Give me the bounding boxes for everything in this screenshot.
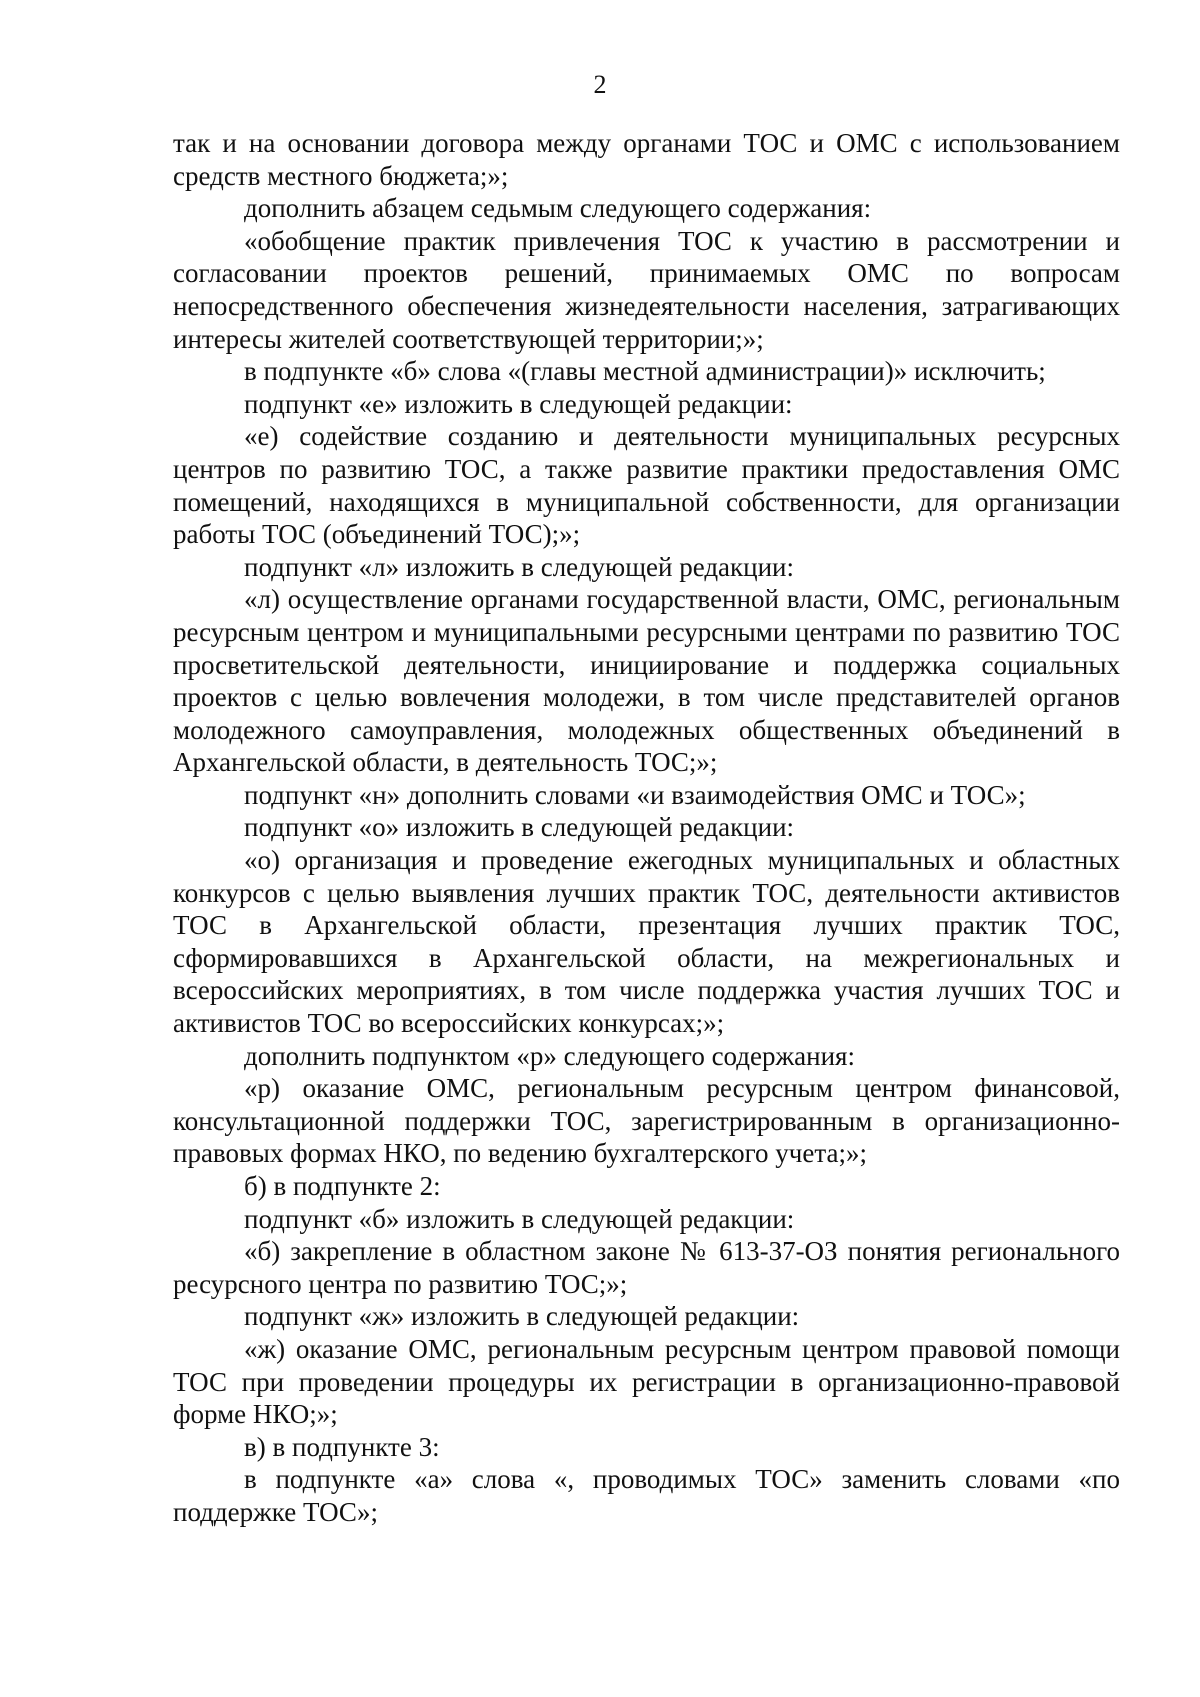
paragraph: подпункт «л» изложить в следующей редакции: [244,551,795,582]
paragraph: подпункт «н» дополнить словами «и взаимодействия ОМС и ТОС»; [244,779,1026,810]
paragraph: б) в подпункте 2: [244,1171,441,1201]
paragraph: дополнить подпунктом «р» следующего содержания: [244,1040,855,1071]
document-body [173,127,1120,1529]
paragraph: «обобщение практик привлечения ТОС к участию в рассмотрении и согласовании проектов решений, принимаемых ОМС по вопросам непосредственного обеспечения жизнедеятельности населения, затрагивающих интересы жителей соответствующей территории;»; [173,225,1120,354]
paragraph: «е) содействие созданию и деятельности муниципальных ресурсных центров по развитию ТОС, а также развитие практики предоставления ОМС помещений, находящихся в муниципальной собственности, для организации работы ТОС (объединений ТОС);»; [173,421,1120,550]
page-number: 2 [593,70,607,99]
paragraph: в подпункте «а» слова «, проводимых ТОС» заменить словами «по поддержке ТОС»; [173,1464,1120,1527]
paragraph: так и на основании договора между органами ТОС и ОМС с использованием средств местного бюджета;»; [173,128,1120,191]
paragraph: «р) оказание ОМС, региональным ресурсным центром финансовой, консультационной поддержки ТОС, зарегистрированным в организационно-правовых формах НКО, по ведению бухгалтерского учета;»; [173,1073,1120,1169]
paragraph: в) в подпункте 3: [244,1431,440,1462]
paragraph: «л) осуществление органами государственной власти, ОМС, региональным ресурсным центром и муниципальными ресурсными центрами по развитию ТОС просветительской деятельности, инициирование и поддержка социальных проектов с целью вовлечения молодежи, в том числе представителей органов молодежного самоуправления, молодежных общественных объединений в Архангельской области, в деятельность ТОС;»; [173,584,1120,778]
paragraph: подпункт «о» изложить в следующей редакции: [244,812,795,843]
paragraph: подпункт «б» изложить в следующей редакции: [244,1203,795,1234]
paragraph: подпункт «е» изложить в следующей редакции: [244,388,793,419]
paragraph: «ж) оказание ОМС, региональным ресурсным центром правовой помощи ТОС при проведении процедуры их регистрации в организационно-правовой форме НКО;»; [173,1333,1120,1430]
paragraph: дополнить абзацем седьмым следующего содержания: [244,193,872,224]
paragraph: подпункт «ж» изложить в следующей редакции: [244,1301,800,1332]
paragraph: «о) организация и проведение ежегодных муниципальных и областных конкурсов с целью выявления лучших практик ТОС, деятельности активистов ТОС в Архангельской области, презентация лучших практик ТОС, сформировавшихся в Архангельской области, на межрегиональных и всероссийских мероприятиях, в том числе поддержка участия лучших ТОС и активистов ТОС во всероссийских конкурсах;»; [173,845,1120,1039]
paragraph: в подпункте «б» слова «(главы местной администрации)» исключить; [244,356,1046,387]
paragraph: «б) закрепление в областном законе № 613-37-ОЗ понятия регионального ресурсного центра по развитию ТОС;»; [173,1236,1120,1299]
